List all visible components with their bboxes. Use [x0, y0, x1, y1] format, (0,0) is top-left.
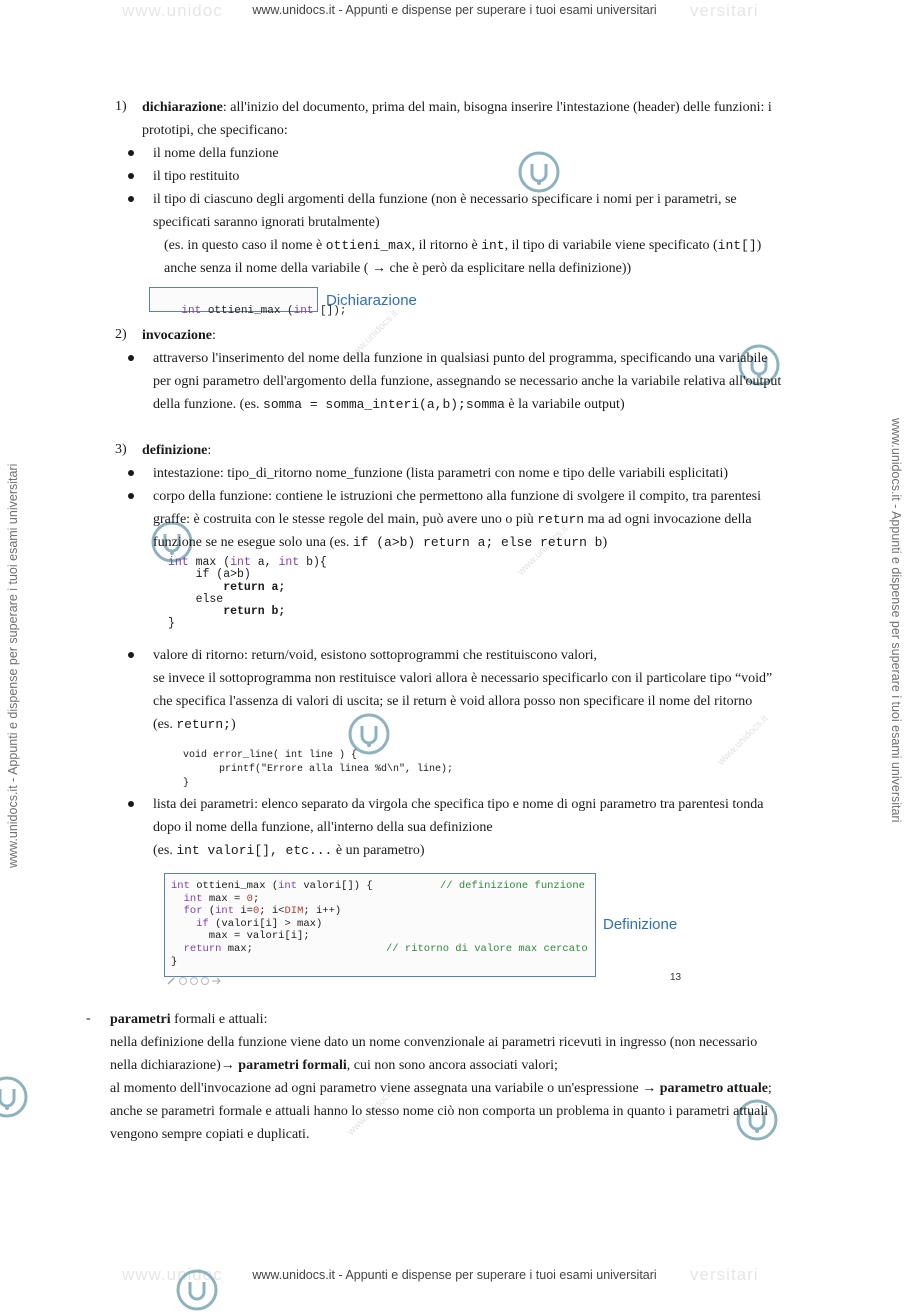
watermark-ghost-right: versitari	[690, 1, 759, 20]
s3-text: (es.	[153, 843, 177, 858]
code-line: for (int i=0; i<DIM; i++)	[183, 905, 342, 918]
unidocs-logo-icon	[517, 150, 561, 194]
s4-bold: parametro attuale	[659, 1081, 768, 1096]
s3-code: return	[537, 512, 585, 527]
code-line: }	[171, 955, 178, 968]
code-line: return max;	[183, 942, 253, 955]
s2-title: invocazione	[142, 328, 212, 343]
unidocs-logo-icon	[175, 1268, 219, 1312]
s3-code: int valori[], etc...	[176, 843, 333, 858]
code-line: return a;	[168, 580, 286, 594]
s3-text: ma ad ogni invocazione della	[584, 512, 752, 527]
watermark-ghost-bottom-right: versitari	[690, 1265, 759, 1284]
declaration-code-kw: int	[293, 305, 314, 317]
max-code-block	[168, 557, 327, 631]
bullet	[128, 196, 134, 202]
code-keyword: return	[183, 942, 222, 955]
definition-code-box	[164, 873, 596, 977]
item-number: 1)	[115, 99, 127, 114]
s3-body-line1: corpo della funzione: contiene le istruzioni che permettono alla funzione di svolgere il compito, tra parentesi	[153, 489, 762, 504]
s2-line3	[153, 396, 625, 414]
s4-text: nella dichiarazione)→	[110, 1058, 239, 1073]
s2-text: della funzione. (es.	[153, 397, 264, 412]
code-line: if (a>b)	[168, 568, 251, 582]
s1-example-text: , il tipo di variabile viene specificato (	[504, 238, 718, 253]
s3-text: )	[602, 535, 608, 550]
item-number: 2)	[115, 327, 127, 342]
s1-bullet-2: il tipo restituito	[153, 169, 240, 184]
s3-body-line3	[153, 534, 607, 552]
code-keyword: int	[215, 905, 235, 918]
definition-code	[171, 880, 373, 968]
watermark-ghost-left: www.unidoc	[122, 1, 223, 20]
code-line: }	[183, 778, 190, 789]
s3-return-line3: che specifica l'assenza di valori di uscita; se il return è void allora posso non specificare il nome del ritorno	[153, 694, 753, 709]
declaration-code-kw: int	[181, 305, 202, 317]
declaration-code: int ottieni_max (int []);	[181, 305, 347, 317]
s3-return-line2: se invece il sottoprogramma non restituisce valori allora è necessario specificarlo con il particolare tipo “void”	[153, 671, 773, 686]
s3-text: graffe: è costruita con le stesse regole del main, può avere uno o più	[153, 512, 538, 527]
s3-heading	[142, 442, 211, 460]
dash-bullet: -	[86, 1011, 91, 1026]
bullet	[128, 355, 134, 361]
s2-code: somma	[465, 397, 505, 412]
s3-code: if (a>b) return a; else return b	[352, 535, 603, 550]
watermark-side-right: www.unidocs.it - Appunti e dispense per superare i tuoi esami universitari	[889, 418, 903, 823]
code-comment: // definizione funzione	[440, 880, 585, 892]
code-keyword: int	[278, 880, 298, 892]
bullet	[128, 150, 134, 156]
code-keyword: int	[278, 556, 300, 569]
s4-line2	[110, 1057, 558, 1075]
s4-line3	[110, 1080, 772, 1098]
watermark-top: www.unidocs.it - Appunti e dispense per superare i tuoi esami universitari	[252, 3, 657, 17]
s3-text: funzione se ne esegue solo una (es.	[153, 535, 353, 550]
s3-params-line2: dopo il nome della funzione, all'interno della sua definizione	[153, 820, 493, 835]
s3-text: (es.	[153, 717, 177, 732]
s1-example-text: )	[756, 238, 762, 253]
s1-example-line2: anche senza il nome della variabile ( → che è però da esplicitare nella definizione))	[164, 261, 632, 276]
watermark-ghost-bottom-left: www.unidoc	[122, 1265, 223, 1284]
s4-line1: nella definizione della funzione viene dato un nome convenzionale ai parametri ricevuti in ingresso (non necessario	[110, 1035, 758, 1050]
void-code-block	[183, 749, 453, 791]
s1-example-code: int[]	[717, 238, 757, 253]
s1-example-code: int	[481, 238, 505, 253]
s1-bullet-3-line1: il tipo di ciascuno degli argomenti della funzione (non è necessario specificare i nomi per i parametri, se	[153, 192, 737, 207]
code-number: 0	[252, 905, 260, 918]
code-line: int ottieni_max (int valori[]) {	[171, 880, 373, 892]
s2-colon: :	[212, 328, 216, 343]
s1-example-text: (es. in questo caso il nome è	[164, 238, 326, 253]
code-number: DIM	[284, 905, 304, 918]
watermark-diag: www.unidocs.it	[515, 523, 571, 578]
declaration-label: Dichiarazione	[326, 292, 417, 309]
bullet	[128, 493, 134, 499]
code-keyword: int	[171, 880, 190, 892]
s3-code: return;	[176, 717, 231, 732]
s4-title-rest: formali e attuali:	[170, 1012, 268, 1027]
code-keyword: if	[196, 917, 209, 930]
watermark-bottom: www.unidocs.it - Appunti e dispense per superare i tuoi esami universitari	[252, 1268, 657, 1282]
unidocs-logo-icon	[0, 1075, 29, 1119]
s4-line4: anche se parametri formale e attuali hanno lo stesso nome ciò non comporta un problema in quanto i parametri attuali	[110, 1104, 769, 1119]
s1-intro-line2: prototipi, che specificano:	[142, 123, 288, 138]
code-line: else	[168, 592, 224, 606]
s3-title: definizione	[142, 443, 208, 458]
slide-toolbar-icon	[166, 976, 226, 986]
code-line: int max (int a, int b){	[168, 556, 327, 569]
code-line: int max = 0;	[183, 892, 260, 905]
s1-title: dichiarazione	[142, 100, 223, 115]
s3-colon: :	[207, 443, 212, 458]
watermark-diag: www.unidocs.it	[345, 308, 401, 363]
bullet	[128, 470, 134, 476]
code-comment: // ritorno di valore max cercato	[386, 943, 588, 955]
s2-heading	[142, 327, 216, 345]
s3-return-line1: valore di ritorno: return/void, esistono sottoprogrammi che restituiscono valori,	[153, 648, 598, 663]
s1-bullet-1: il nome della funzione	[153, 146, 279, 161]
watermark-side-left: www.unidocs.it - Appunti e dispense per superare i tuoi esami universitari	[6, 463, 20, 868]
s4-text: al momento dell'invocazione ad ogni parametro viene assegnata una variabile o un'espressione →	[110, 1081, 660, 1096]
s3-params-line1: lista dei parametri: elenco separato da virgola che specifica tipo e nome di ogni parametro tra parentesi tonda	[153, 797, 764, 812]
s4-text: , cui non sono ancora associati valori;	[346, 1058, 558, 1073]
code-line: if (valori[i] > max)	[196, 917, 323, 930]
code-keyword: int	[183, 892, 203, 905]
code-line: }	[168, 617, 175, 631]
code-line: void error_line( int line ) {	[183, 750, 358, 761]
bullet	[128, 173, 134, 179]
code-line: max = valori[i];	[171, 930, 310, 943]
s4-line5: vengono sempre copiati e duplicati.	[110, 1127, 310, 1142]
s1-intro-text: : all'inizio del documento, prima del main, bisogna inserire l'intestazione (header) delle funzioni: i	[222, 100, 772, 115]
s2-code: somma = somma_interi(a,b);	[263, 397, 466, 412]
definition-label: Definizione	[603, 916, 678, 933]
bullet	[128, 801, 134, 807]
s4-heading	[110, 1011, 267, 1029]
s2-text: è la variabile output)	[504, 397, 625, 412]
s3-text: è un parametro)	[332, 843, 425, 858]
s1-example-text: , il ritorno è	[411, 238, 482, 253]
watermark-diag: www.unidocs.it	[715, 713, 771, 768]
s1-example-code: ottieni_max	[325, 238, 412, 253]
s3-params-line3	[153, 842, 424, 860]
s2-line2: per ogni parametro dell'argomento della funzione, assegnando se necessario anche la variabile relativa all'output	[153, 374, 782, 389]
code-line: printf("Errore alla linea %d\n", line);	[183, 764, 454, 775]
declaration-code-box	[149, 287, 347, 317]
item-number: 3)	[115, 442, 127, 457]
slide-toolbar	[166, 973, 226, 983]
s3-bullet-header: intestazione: tipo_di_ritorno nome_funzione (lista parametri con nome e tipo delle variabili esplicitati)	[153, 466, 728, 481]
code-keyword: for	[183, 905, 203, 918]
s1-bullet-3-line2: specificati saranno ignorati brutalmente)	[153, 215, 380, 230]
s1-intro-line1	[142, 99, 799, 117]
code-number: 0	[246, 892, 253, 905]
s1-example-line1	[164, 237, 761, 255]
code-line: return b;	[168, 605, 286, 619]
s4-bold: parametri formali	[238, 1058, 347, 1073]
s3-body-line2	[153, 511, 752, 529]
slide-number: 13	[670, 972, 682, 983]
s3-text: )	[230, 717, 236, 732]
s3-return-line4	[153, 716, 236, 734]
code-keyword: int	[230, 556, 251, 569]
watermark-diag: www.unidocs.it	[345, 1083, 401, 1138]
bullet	[128, 652, 134, 658]
code-keyword: int	[168, 556, 189, 569]
s2-line1: attraverso l'inserimento del nome della funzione in qualsiasi punto del programma, specificando una variabile	[153, 351, 768, 366]
s4-title: parametri	[110, 1012, 171, 1027]
s4-text: ;	[767, 1081, 772, 1096]
